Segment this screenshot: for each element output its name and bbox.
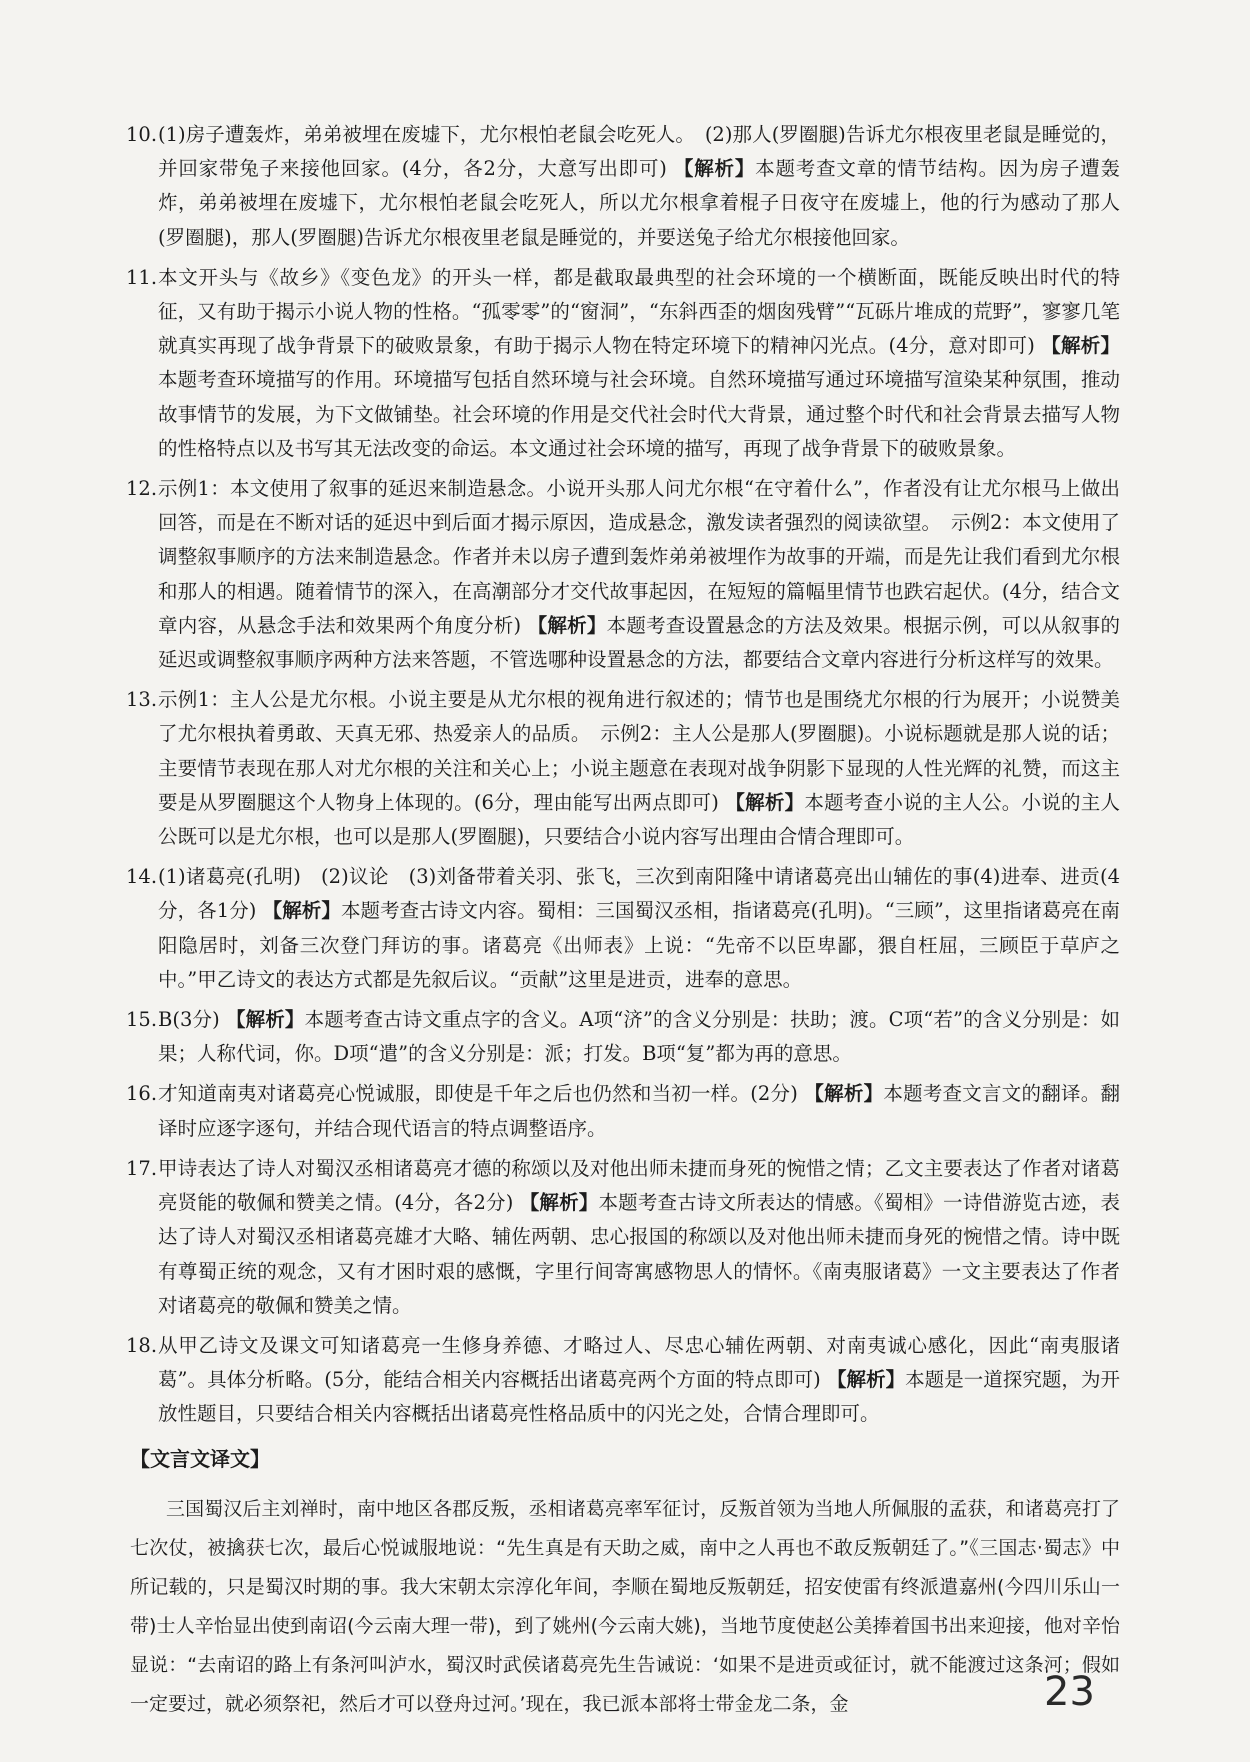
answer-text: 示例1：本文使用了叙事的延迟来制造悬念。小说开头那人问尤尔根“在守着什么”，作者没有让尤尔根马上做出回答，而是在不断对话的延迟中到后面才揭示原因，造成悬念，激发读者强烈的阅读欲望。 示例2：本文使用了调整叙事顺序的方法来制造悬念。作者并未以房子遭到轰炸弟弟被埋作为故事的开端，而是先让我们看到尤尔根和那人的相遇。随着情节的深入，在高潮部分才交代故事起因，在短短的篇幅里情节也跌宕起伏。(4分，结合文章内容，从悬念手法和效果两个角度分析) bbox=[158, 477, 1120, 637]
answer-number: 12. bbox=[126, 477, 158, 501]
answer-text: B(3分) bbox=[158, 1008, 220, 1032]
translation-paragraph: 三国蜀汉后主刘禅时，南中地区各郡反叛，丞相诸葛亮率军征讨，反叛首领为当地人所佩服的孟获，和诸葛亮打了七次仗，被擒获七次，最后心悦诚服地说：“先生真是有天助之威，南中之人再也不敢反叛朝廷了。”《三国志·蜀志》中所记载的，只是蜀汉时期的事。我大宋朝太宗淳化年间，李顺在蜀地反叛朝廷，招安使雷有终派遣嘉州(今四川乐山一带)士人辛怡显出使到南诏(今云南大理一带)，到了姚州(今云南大姚)，当地节度使赵公美捧着国书出来迎接，他对辛怡显说：“去南诏的路上有条河叫泸水，蜀汉时武侯诸葛亮先生告诫说：‘如果不是进贡或征讨，就不能渡过这条河；假如一定要过，就必须祭祀，然后才可以登舟过河。’现在，我已派本部将士带金龙二条，金 bbox=[130, 1498, 1120, 1715]
answer-item-14 bbox=[126, 860, 1121, 997]
analysis-text: 本题考查小说的主人公。小说的主人公既可以是尤尔根，也可以是那人(罗圈腿)，只要结合小说内容写出理由合情合理即可。 bbox=[158, 790, 1120, 849]
analysis-tag: 【解析】 bbox=[1041, 334, 1120, 358]
answer-number: 15. bbox=[126, 1008, 158, 1032]
analysis-text: 本题考查文章的情节结构。因为房子遭轰炸，弟弟被埋在废墟下，尤尔根怕老鼠会吃死人，所以尤尔根拿着棍子日夜守在废墟上，他的行为感动了那人(罗圈腿)，那人(罗圈腿)告诉尤尔根夜里老鼠是睡觉的，并要送兔子给尤尔根接他回家。 bbox=[158, 157, 1120, 249]
analysis-tag: 【解析】 bbox=[519, 1191, 599, 1215]
analysis-tag: 【解析】 bbox=[673, 157, 756, 181]
answer-number: 16. bbox=[126, 1082, 158, 1106]
analysis-tag: 【解析】 bbox=[804, 1082, 884, 1106]
answer-text: (1)房子遭轰炸，弟弟被埋在废墟下，尤尔根怕老鼠会吃死人。 (2)那人(罗圈腿)告诉尤尔根夜里老鼠是睡觉的，并回家带兔子来接他回家。(4分，各2分，大意写出即可) bbox=[158, 123, 1120, 181]
answer-number: 17. bbox=[126, 1156, 158, 1180]
analysis-text: 本题考查设置悬念的方法及效果。根据示例，可以从叙事的延迟或调整叙事顺序两种方法来答题，不管选哪种设置悬念的方法，都要结合文章内容进行分析这样写的效果。 bbox=[158, 613, 1120, 672]
answer-item-16 bbox=[126, 1077, 1120, 1145]
answer-number: 13. bbox=[126, 688, 158, 712]
answer-text: 甲诗表达了诗人对蜀汉丞相诸葛亮才德的称颂以及对他出师未捷而身死的惋惜之情；乙文主要表达了作者对诸葛亮贤能的敬佩和赞美之情。(4分，各2分) bbox=[158, 1156, 1120, 1215]
answer-number: 11. bbox=[126, 265, 158, 289]
answer-item-10 bbox=[126, 118, 1120, 255]
analysis-text: 本题考查古诗文内容。蜀相：三国蜀汉丞相，指诸葛亮(孔明)。“三顾”，这里指诸葛亮在南阳隐居时，刘备三次登门拜访的事。诸葛亮《出师表》上说：“先帝不以臣卑鄙，猥自枉屈，三顾臣于草庐之中。”甲乙诗文的表达方式都是先叙后议。“贡献”这里是进贡，进奉的意思。 bbox=[158, 899, 1121, 991]
analysis-text: 本题考查古诗文所表达的情感。《蜀相》一诗借游览古迹，表达了诗人对蜀汉丞相诸葛亮雄才大略、辅佐两朝、忠心报国的称颂以及对他出师未捷而身死的惋惜之情。诗中既有尊蜀正统的观念，又有才困时艰的感慨，字里行间寄寓感物思人的情怀。《南夷服诸葛》一文主要表达了作者对诸葛亮的敬佩和赞美之情。 bbox=[158, 1191, 1120, 1317]
analysis-tag: 【解析】 bbox=[827, 1368, 906, 1392]
section-title: 【文言文译文】 bbox=[130, 1447, 270, 1471]
answer-number: 18. bbox=[126, 1333, 158, 1357]
page-number: 23 bbox=[1044, 1669, 1095, 1715]
answer-item-13 bbox=[126, 683, 1120, 854]
analysis-tag: 【解析】 bbox=[226, 1008, 305, 1032]
analysis-tag: 【解析】 bbox=[527, 613, 607, 637]
analysis-tag: 【解析】 bbox=[262, 899, 341, 923]
analysis-text: 本题考查文言文的翻译。翻译时应逐字逐句，并结合现代语言的特点调整语序。 bbox=[158, 1082, 1120, 1140]
answer-number: 14. bbox=[126, 865, 158, 889]
analysis-text: 本题是一道探究题，为开放性题目，只要结合相关内容概括出诸葛亮性格品质中的闪光之处，合情合理即可。 bbox=[158, 1368, 1120, 1426]
analysis-text: 本题考查环境描写的作用。环境描写包括自然环境与社会环境。自然环境描写通过环境描写渲染某种氛围，推动故事情节的发展，为下文做铺垫。社会环境的作用是交代社会时代大背景，通过整个时代和社会背景去描写人物的性格特点以及书写其无法改变的命运。本文通过社会环境的描写，再现了战争背景下的破败景象。 bbox=[158, 368, 1120, 460]
answer-text: (1)诸葛亮(孔明) (2)议论 (3)刘备带着关羽、张飞，三次到南阳隆中请诸葛亮出山辅佐的事(4)进奉、进贡(4分，各1分) bbox=[158, 865, 1120, 923]
answer-item-11 bbox=[126, 261, 1120, 466]
answer-text: 才知道南夷对诸葛亮心悦诚服，即使是千年之后也仍然和当初一样。(2分) bbox=[158, 1082, 798, 1106]
answer-text: 示例1：主人公是尤尔根。小说主要是从尤尔根的视角进行叙述的；情节也是围绕尤尔根的行为展开；小说赞美了尤尔根执着勇敢、天真无邪、热爱亲人的品质。 示例2：主人公是那人(罗圈腿)。小说标题就是那人说的话；主要情节表现在那人对尤尔根的关注和关心上；小说主题意在表现对战争阴影下显现的人性光辉的礼赞，而这主要是从罗圈腿这个人物身上体现的。(6分，理由能写出两点即可) bbox=[158, 688, 1120, 814]
answer-item-15 bbox=[126, 1003, 1120, 1071]
answer-number: 10. bbox=[126, 123, 158, 146]
answer-item-18 bbox=[126, 1329, 1120, 1432]
answer-list bbox=[126, 118, 1121, 1438]
answer-text: 本文开头与《故乡》《变色龙》的开头一样，都是截取最典型的社会环境的一个横断面，既能反映出时代的特征，又有助于揭示小说人物的性格。“孤零零”的“窗洞”，“东斜西歪的烟囱残臂”“瓦砾片堆成的荒野”，寥寥几笔就真实再现了战争背景下的破败景象，有助于揭示人物在特定环境下的精神闪光点。(4分，意对即可) bbox=[158, 265, 1120, 358]
answer-text: 从甲乙诗文及课文可知诸葛亮一生修身养德、才略过人、尽忠心辅佐两朝、对南夷诚心感化，因此“南夷服诸葛”。具体分析略。(5分，能结合相关内容概括出诸葛亮两个方面的特点即可) bbox=[158, 1333, 1120, 1392]
answer-item-12 bbox=[126, 472, 1120, 677]
analysis-text: 本题考查古诗文重点字的含义。A项“济”的含义分别是：扶助；渡。C项“若”的含义分别是：如果；人称代词，你。D项“遣”的含义分别是：派；打发。B项“复”都为再的意思。 bbox=[158, 1008, 1120, 1066]
analysis-tag: 【解析】 bbox=[725, 790, 805, 814]
answer-item-17 bbox=[126, 1152, 1120, 1323]
